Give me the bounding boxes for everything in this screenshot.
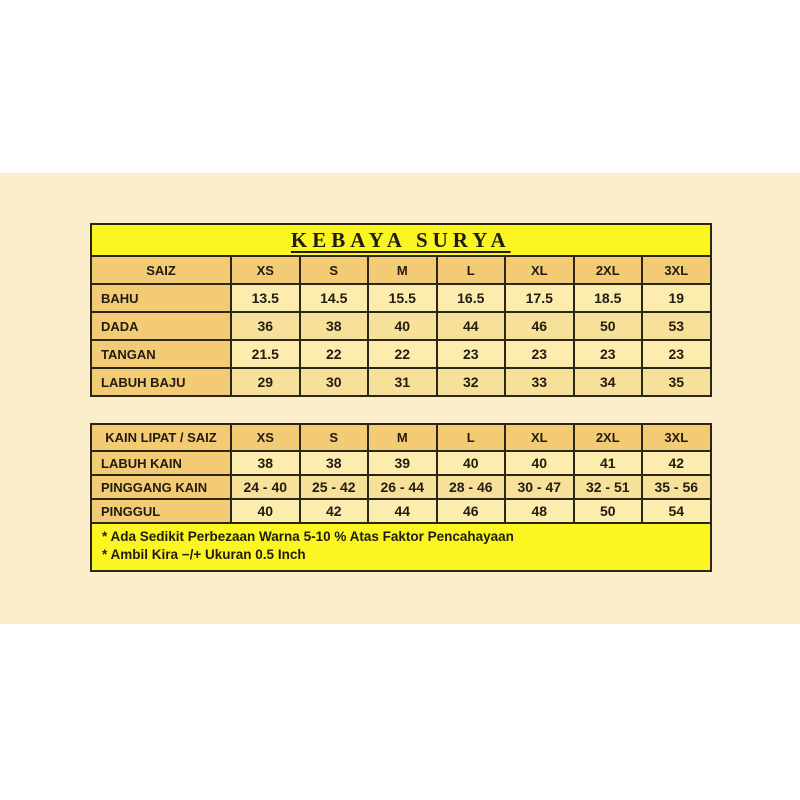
value-cell: 17.5 — [505, 284, 574, 312]
header-label-t1: SAIZ — [91, 256, 231, 284]
value-cell: 26 - 44 — [368, 475, 437, 499]
size-column-header-xl: XL — [505, 424, 574, 451]
size-column-header-2xl: 2XL — [574, 256, 643, 284]
table-title-row — [91, 224, 711, 256]
size-column-header-s: S — [300, 256, 369, 284]
table-row-pinggul — [91, 499, 711, 523]
row-label: TANGAN — [91, 340, 231, 368]
size-chart — [90, 223, 710, 572]
row-label: PINGGUL — [91, 499, 231, 523]
page-title: KEBAYA SURYA — [290, 227, 511, 252]
value-cell: 31 — [368, 368, 437, 396]
row-label: BAHU — [91, 284, 231, 312]
size-column-header-s: S — [300, 424, 369, 451]
value-cell: 42 — [300, 499, 369, 523]
value-cell: 41 — [574, 451, 643, 475]
value-cell: 30 - 47 — [505, 475, 574, 499]
header-label-t2: KAIN LIPAT / SAIZ — [91, 424, 231, 451]
value-cell: 33 — [505, 368, 574, 396]
value-cell: 32 — [437, 368, 506, 396]
value-cell: 48 — [505, 499, 574, 523]
row-label: LABUH BAJU — [91, 368, 231, 396]
notes-cell — [91, 523, 711, 571]
value-cell: 14.5 — [300, 284, 369, 312]
value-cell: 44 — [368, 499, 437, 523]
value-cell: 40 — [368, 312, 437, 340]
size-column-header-3xl: 3XL — [642, 424, 711, 451]
size-column-header-xl: XL — [505, 256, 574, 284]
table-row-labuh-kain — [91, 451, 711, 475]
value-cell: 22 — [300, 340, 369, 368]
value-cell: 40 — [231, 499, 300, 523]
value-cell: 22 — [368, 340, 437, 368]
size-column-header-l: L — [437, 256, 506, 284]
saiz-header-row — [91, 256, 711, 284]
value-cell: 29 — [231, 368, 300, 396]
size-column-header-l: L — [437, 424, 506, 451]
value-cell: 54 — [642, 499, 711, 523]
value-cell: 21.5 — [231, 340, 300, 368]
table-title-cell — [91, 224, 711, 256]
table-row-bahu — [91, 284, 711, 312]
value-cell: 35 - 56 — [642, 475, 711, 499]
value-cell: 38 — [231, 451, 300, 475]
value-cell: 46 — [505, 312, 574, 340]
value-cell: 30 — [300, 368, 369, 396]
value-cell: 23 — [437, 340, 506, 368]
value-cell: 53 — [642, 312, 711, 340]
value-cell: 23 — [574, 340, 643, 368]
value-cell: 40 — [505, 451, 574, 475]
saiz-measurement-table — [90, 223, 712, 397]
value-cell: 19 — [642, 284, 711, 312]
table-row-pinggang-kain — [91, 475, 711, 499]
value-cell: 18.5 — [574, 284, 643, 312]
notes-row — [91, 523, 711, 571]
size-column-header-2xl: 2XL — [574, 424, 643, 451]
value-cell: 35 — [642, 368, 711, 396]
value-cell: 16.5 — [437, 284, 506, 312]
table-row-tangan — [91, 340, 711, 368]
size-column-header-xs: XS — [231, 424, 300, 451]
row-label: DADA — [91, 312, 231, 340]
value-cell: 46 — [437, 499, 506, 523]
value-cell: 44 — [437, 312, 506, 340]
size-column-header-m: M — [368, 256, 437, 284]
value-cell: 25 - 42 — [300, 475, 369, 499]
value-cell: 23 — [505, 340, 574, 368]
value-cell: 50 — [574, 312, 643, 340]
value-cell: 38 — [300, 312, 369, 340]
kain-lipat-table — [90, 423, 712, 572]
size-column-header-xs: XS — [231, 256, 300, 284]
value-cell: 24 - 40 — [231, 475, 300, 499]
value-cell: 13.5 — [231, 284, 300, 312]
value-cell: 28 - 46 — [437, 475, 506, 499]
value-cell: 36 — [231, 312, 300, 340]
value-cell: 42 — [642, 451, 711, 475]
kain-lipat-header-row — [91, 424, 711, 451]
table-row-labuh-baju — [91, 368, 711, 396]
value-cell: 38 — [300, 451, 369, 475]
value-cell: 34 — [574, 368, 643, 396]
size-column-header-m: M — [368, 424, 437, 451]
note-line-colour-disclaimer: * Ada Sedikit Perbezaan Warna 5-10 % Atas Faktor Pencahayaan — [102, 529, 514, 544]
row-label: LABUH KAIN — [91, 451, 231, 475]
table-row-dada — [91, 312, 711, 340]
row-label: PINGGANG KAIN — [91, 475, 231, 499]
value-cell: 39 — [368, 451, 437, 475]
value-cell: 32 - 51 — [574, 475, 643, 499]
table-gap — [90, 397, 710, 423]
value-cell: 50 — [574, 499, 643, 523]
size-column-header-3xl: 3XL — [642, 256, 711, 284]
value-cell: 40 — [437, 451, 506, 475]
value-cell: 15.5 — [368, 284, 437, 312]
note-line-tolerance-disclaimer: * Ambil Kira −/+ Ukuran 0.5 Inch — [102, 547, 306, 562]
value-cell: 23 — [642, 340, 711, 368]
